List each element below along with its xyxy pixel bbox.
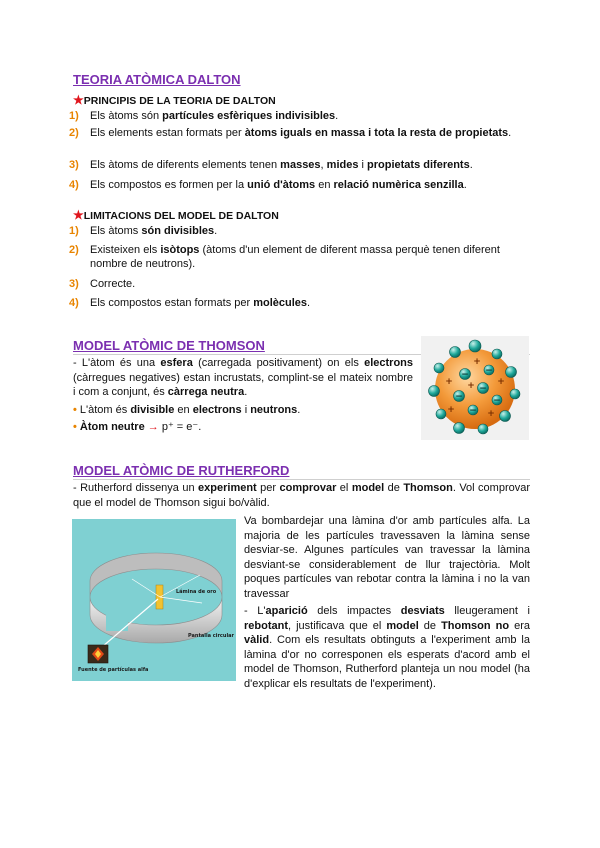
svg-text:+: + — [447, 405, 455, 415]
svg-text:+: + — [497, 377, 505, 387]
thomson-bullet: • L'àtom és divisible en electrons i neutrons. — [73, 404, 301, 416]
limits-heading — [73, 208, 279, 222]
dalton-title: TEORIA ATÒMICA DALTON — [73, 72, 241, 87]
limit-item: 2) Existeixen els isòtops (àtoms d'un element de diferent massa perquè tenen diferent nombre de neutrons). — [69, 244, 500, 270]
svg-text:−: − — [485, 366, 493, 376]
svg-text:−: − — [493, 396, 501, 406]
star-icon: ★ — [73, 208, 84, 222]
thomson-paragraph: - L'àtom és una esfera (carregada positivament) on els electrons (càrregues negatives) estan incrustats, complint-se el mateix nombre i com a conjunt, és càrrega neutra. — [73, 357, 414, 398]
svg-text:−: − — [461, 370, 469, 380]
svg-text:−: − — [479, 384, 487, 394]
rutherford-experiment-image — [72, 519, 236, 681]
principle-item: 2) Els elements estan formats per àtoms iguals en massa i tota la resta de propietats. — [69, 127, 512, 139]
thomson-atom-image — [421, 336, 529, 440]
svg-text:−: − — [469, 406, 477, 416]
limit-item: 4) Els compostos estan formats per molècules. — [69, 297, 311, 309]
svg-text:Pantalla circular: Pantalla circular — [188, 633, 234, 639]
limits-heading-text: LIMITACIONS DEL MODEL DE DALTON — [83, 210, 279, 222]
svg-text:+: + — [467, 381, 475, 391]
rutherford-intro: - Rutherford dissenya un experiment per comprovar el model de Thomson. Vol comprovar que el model de Thomson sigui bo/vàlid. — [73, 482, 531, 509]
svg-text:−: − — [455, 392, 463, 402]
principles-heading — [73, 93, 276, 107]
principle-item: 4) Els compostos es formen per la unió d'àtoms en relació numèrica senzilla. — [69, 179, 467, 191]
rutherford-title: MODEL ATÒMIC DE RUTHERFORD — [73, 463, 290, 478]
principle-item: 3) Els àtoms de diferents elements tenen masses, mides i propietats diferents. — [69, 159, 473, 171]
star-icon: ★ — [73, 93, 84, 107]
thomson-bullet: • Àtom neutre → p⁺ = e⁻. — [73, 421, 202, 433]
limit-item: 1) Els àtoms són divisibles. — [69, 225, 218, 237]
svg-text:+: + — [487, 409, 495, 419]
svg-text:Lámina de oro: Lámina de oro — [176, 589, 217, 595]
principle-item: 1) Els àtoms són partícules esfèriques indivisibles. — [69, 110, 339, 122]
rutherford-experiment-text: Va bombardejar una làmina d'or amb partícules alfa. La majoria de les partícules travessaven la làmina sense desviar-se. Algunes partícules van travessar la làmina desviant-se considerablement de llur trajectòria. Molt poques partícules van rebotar contra la làmina i no la van travessar — [244, 515, 530, 600]
divider — [73, 479, 530, 480]
thomson-title: MODEL ATÒMIC DE THOMSON — [73, 338, 265, 353]
svg-text:+: + — [445, 377, 453, 387]
svg-text:Fuente de partículas alfa: Fuente de partículas alfa — [78, 667, 149, 673]
principles-heading-text: PRINCIPIS DE LA TEORIA DE DALTON — [83, 95, 276, 107]
limit-item: 3) Correcte. — [69, 278, 136, 290]
rutherford-conclusion: - L'aparició dels impactes desviats lleugerament i rebotant, justificava que el model de Thomson no era vàlid. Com els resultats obtinguts a l'experiment amb la làmina d'or no corresponen els esperats d'acord amb el model de Thomson, Rutherford planteja un nou model (ha d'explicar els resultats de l'experiment). — [244, 605, 531, 690]
svg-text:+: + — [473, 357, 481, 367]
